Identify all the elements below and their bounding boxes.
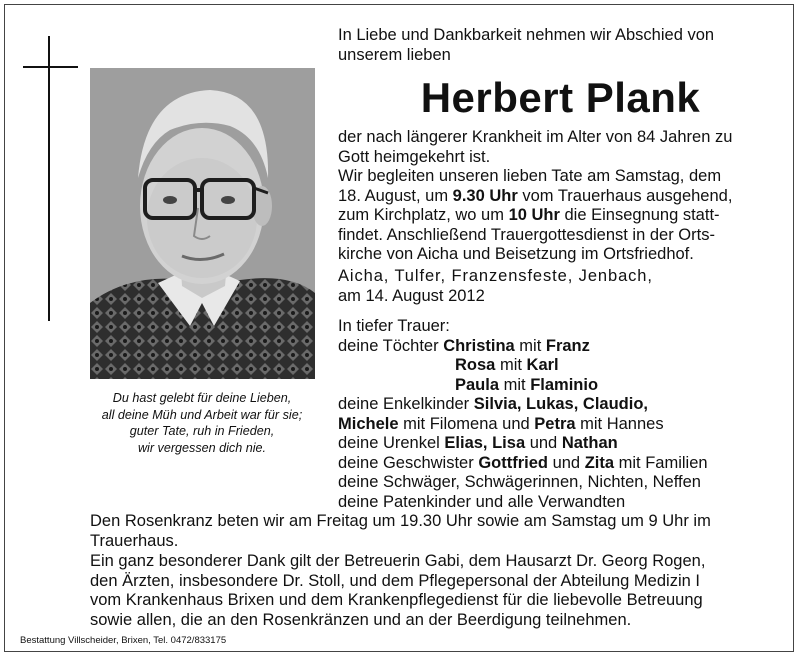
thanks-line: den Ärzten, insbesondere Dr. Stoll, und dem Pflegepersonal der Abteilung Medizin I — [90, 571, 700, 590]
thanks-line: Ein ganz besonderer Dank gilt der Betreuerin Gabi, dem Hausarzt Dr. Georg Rogen, — [90, 552, 706, 570]
mourner-text: mit — [514, 336, 546, 355]
ceremony-text: die Einsegnung statt- — [559, 206, 720, 224]
funeral-home-credit: Bestattung Villscheider, Brixen, Tel. 0472/833175 — [20, 635, 227, 646]
thanks-notice — [90, 552, 780, 630]
mourner-text: mit — [495, 356, 527, 374]
mourner-text: mit — [499, 375, 531, 394]
mourner-text: deine Enkelkinder — [338, 395, 474, 413]
mourner-text: und — [525, 434, 562, 452]
poem-line: wir vergessen dich nie. — [137, 440, 267, 455]
ceremony-text: vom Trauerhaus ausgehend, — [517, 186, 733, 205]
places: Aicha, Tulfer, Franzensfeste, Jenbach, — [338, 267, 653, 285]
mourner-name: Zita — [584, 453, 615, 472]
body-line: Gott heimgekehrt ist. — [338, 147, 491, 166]
mourners-heading: In tiefer Trauer: — [338, 317, 450, 335]
intro — [338, 26, 783, 65]
mourner-text: und — [548, 453, 585, 472]
mourner-name: Elias, Lisa — [444, 434, 526, 452]
mourner-text: deine Schwäger, Schwägerinnen, Nichten, Neffen — [338, 473, 701, 491]
announcement — [338, 128, 783, 265]
procession-time: 9.30 Uhr — [452, 186, 518, 205]
poem-line: guter Tate, ruh in Frieden, — [129, 424, 275, 438]
mourner-name: Gottfried — [478, 453, 548, 472]
mourner-text: deine Töchter — [338, 336, 444, 355]
deceased-name: Herbert Plank — [420, 74, 701, 121]
mourner-name: Paula — [455, 375, 500, 394]
mourner-name: Rosa — [455, 356, 496, 374]
body-line: der nach längerer Krankheit im Alter von 84 Jahren zu — [338, 128, 733, 146]
mourner-name: Silvia, Lukas, Claudio, — [473, 395, 648, 413]
mourner-text: mit Hannes — [575, 414, 664, 433]
body-line: Wir begleiten unseren lieben Tate am Samstag, dem — [338, 167, 722, 185]
thanks-line: sowie allen, die an den Rosenkränzen und an der Beerdigung teilnehmen. — [90, 610, 632, 629]
blessing-time: 10 Uhr — [508, 206, 560, 224]
mourner-name: Karl — [526, 356, 559, 374]
mourner-text: deine Urenkel — [338, 434, 445, 452]
rosary-notice — [90, 512, 780, 551]
intro-line: In Liebe und Dankbarkeit nehmen wir Abschied von — [338, 26, 715, 44]
ceremony-text: kirche von Aicha und Beisetzung im Ortsfriedhof. — [338, 245, 694, 263]
mourner-text: mit Familien — [614, 453, 708, 472]
rosary-line: Den Rosenkranz beten wir am Freitag um 19.30 Uhr sowie am Samstag um 9 Uhr im — [90, 512, 711, 530]
mourner-text: deine Patenkinder und alle Verwandten — [338, 492, 626, 511]
mourner-name: Nathan — [561, 434, 618, 452]
thanks-line: vom Krankenhaus Brixen und dem Krankenpflegedienst für die liebevolle Betreuung — [90, 591, 703, 609]
cross-icon-vertical — [48, 36, 50, 321]
mourner-text: mit Filomena und — [398, 414, 535, 433]
memorial-poem — [82, 390, 322, 456]
mourner-name: Christina — [443, 336, 515, 355]
mourner-name: Petra — [534, 414, 576, 433]
mourner-name: Michele — [338, 414, 399, 433]
notice-date: am 14. August 2012 — [338, 286, 485, 305]
poem-line: all deine Müh und Arbeit war für sie; — [101, 407, 303, 422]
rosary-line: Trauerhaus. — [90, 531, 179, 550]
portrait-photo — [90, 68, 315, 379]
mourner-name: Franz — [545, 336, 590, 355]
cross-icon-horizontal — [23, 66, 78, 68]
ceremony-text: zum Kirchplatz, wo um — [338, 206, 509, 224]
ceremony-text: 18. August, um — [338, 186, 453, 205]
poem-line: Du hast gelebt für deine Lieben, — [112, 391, 292, 405]
mourner-text: deine Geschwister — [338, 453, 479, 472]
mourners-list — [338, 317, 783, 512]
mourner-name: Flaminio — [530, 375, 599, 394]
ceremony-text: findet. Anschließend Trauergottesdienst in der Orts- — [338, 225, 715, 244]
place-date — [338, 267, 783, 306]
intro-line: unserem lieben — [338, 45, 451, 64]
